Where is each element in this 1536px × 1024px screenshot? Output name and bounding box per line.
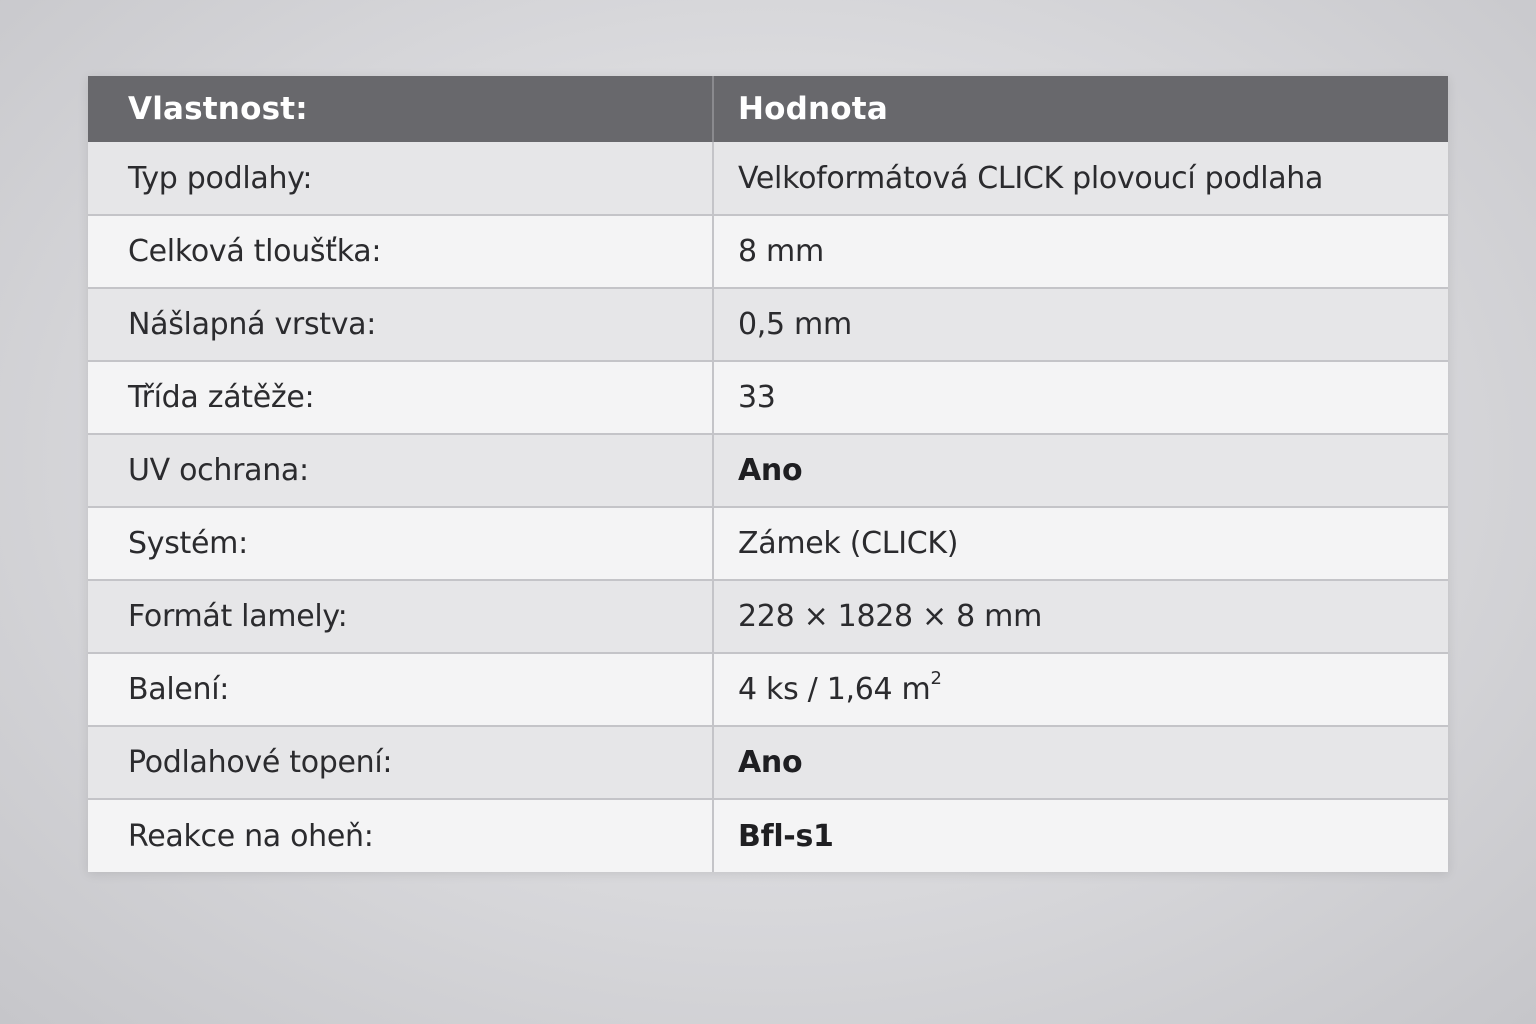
row-property: Reakce na oheň:	[88, 799, 713, 872]
row-property: Podlahové topení:	[88, 726, 713, 799]
table-row	[88, 288, 1448, 361]
row-property: Třída zátěže:	[88, 361, 713, 434]
row-value: 4 ks / 1,64 m	[738, 672, 931, 707]
row-property: Nášlapná vrstva:	[88, 288, 713, 361]
table-row	[88, 215, 1448, 288]
row-value-cell	[713, 653, 1448, 726]
row-value: Zámek (CLICK)	[713, 507, 1448, 580]
specification-table	[88, 76, 1448, 872]
header-property: Vlastnost:	[88, 76, 713, 142]
row-property: Systém:	[88, 507, 713, 580]
header-value: Hodnota	[713, 76, 1448, 142]
row-property: UV ochrana:	[88, 434, 713, 507]
table-row	[88, 434, 1448, 507]
row-property: Formát lamely:	[88, 580, 713, 653]
table-row	[88, 653, 1448, 726]
row-value: 33	[713, 361, 1448, 434]
table-row	[88, 361, 1448, 434]
unit-superscript: 2	[930, 668, 942, 689]
row-value: Bfl-s1	[713, 799, 1448, 872]
row-property: Balení:	[88, 653, 713, 726]
table-row	[88, 726, 1448, 799]
row-value: Velkoformátová CLICK plovoucí podlaha	[713, 142, 1448, 215]
row-value: Ano	[713, 726, 1448, 799]
row-property: Celková tloušťka:	[88, 215, 713, 288]
table-row	[88, 580, 1448, 653]
row-value: 0,5 mm	[713, 288, 1448, 361]
table-row	[88, 142, 1448, 215]
row-property: Typ podlahy:	[88, 142, 713, 215]
row-value: Ano	[713, 434, 1448, 507]
table-row	[88, 799, 1448, 872]
row-value: 8 mm	[713, 215, 1448, 288]
row-value: 228 × 1828 × 8 mm	[713, 580, 1448, 653]
table-header-row	[88, 76, 1448, 142]
table-row	[88, 507, 1448, 580]
